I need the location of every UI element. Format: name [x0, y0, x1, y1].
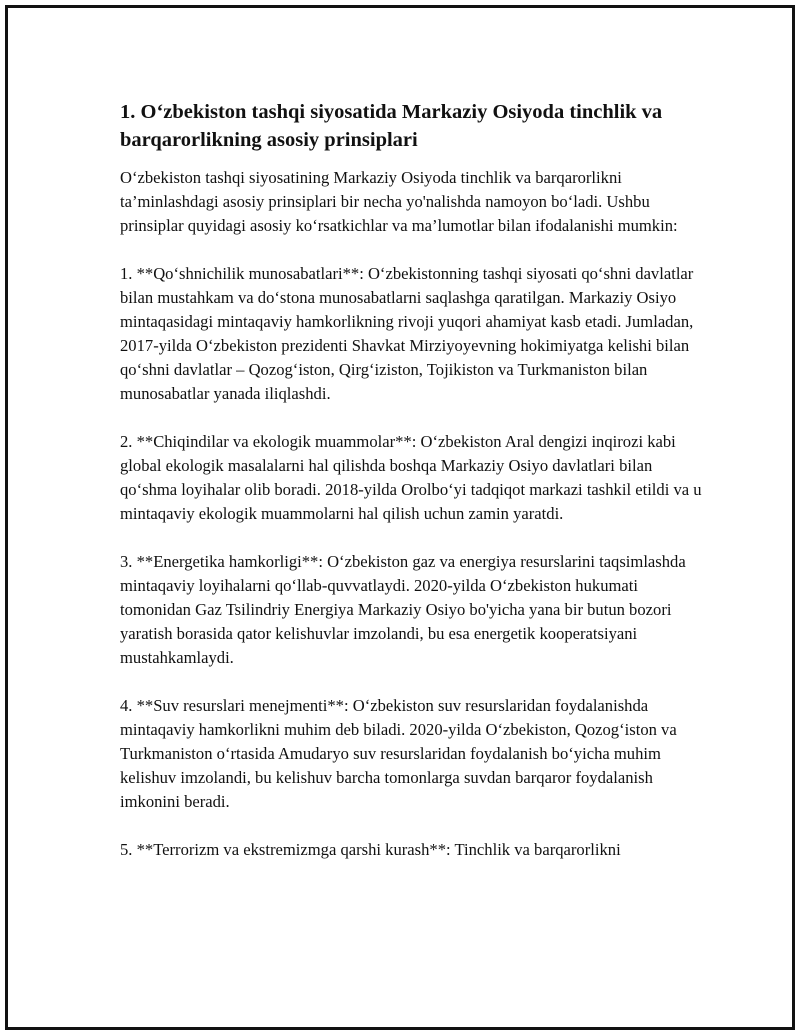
list-item: 4. **Suv resurslari menejmenti**: O‘zbekiston suv resurslaridan foydalanishda mintaqaviy hamkorlikni muhim deb biladi. 2020-yilda O‘zbekiston, Qozog‘iston va Turkmaniston o‘rtasida Amudaryo suv resurslaridan foydalanish bo‘yicha muhim kelishuv imzolandi, bu kelishuv barcha tomonlarga suvdan barqaror foydalanish imkonini beradi.	[120, 696, 677, 811]
page-frame	[5, 5, 795, 1030]
intro-paragraph: O‘zbekiston tashqi siyosatining Markaziy Osiyoda tinchlik va barqarorlikni ta’minlashdagi asosiy prinsiplari bir necha yo'nalishda namoyon bo‘ladi. Ushbu prinsiplar quyidagi asosiy ko‘rsatkichlar va ma’lumotlar bilan ifodalanishi mumkin:	[120, 168, 678, 235]
list-item: 1. **Qo‘shnichilik munosabatlari**: O‘zbekistonning tashqi siyosati qo‘shni davlatlar bilan mustahkam va do‘stona munosabatlarni saqlashga qaratilgan. Markaziy Osiyo mintaqasidagi mintaqaviy hamkorlikning rivoji yuqori ahamiyat kasb etadi. Jumladan, 2017-yilda O‘zbekiston prezidenti Shavkat Mirziyoyevning hokimiyatga kelishi bilan qo‘shni davlatlar – Qozog‘iston, Qirg‘iziston, Tojikiston va Turkmaniston bilan munosabatlar yanada iliqlashdi.	[120, 264, 694, 403]
section-heading: 1. O‘zbekiston tashqi siyosatida Markaziy Osiyoda tinchlik va barqarorlikning asosiy prinsiplari	[120, 101, 663, 151]
list-item: 5. **Terrorizm va ekstremizmga qarshi kurash**: Tinchlik va barqarorlikni	[120, 840, 621, 859]
list-item: 2. **Chiqindilar va ekologik muammolar**: O‘zbekiston Aral dengizi inqirozi kabi global ekologik masalalarni hal qilishda boshqa Markaziy Osiyo davlatlari bilan qo‘shma loyihalar olib boradi. 2018-yilda Orolbo‘yi tadqiqot markazi tashkil etildi va u mintaqaviy ekologik muammolarni hal qilish uchun zamin yaratdi.	[120, 432, 702, 523]
document-body	[120, 98, 710, 886]
list-item: 3. **Energetika hamkorligi**: O‘zbekiston gaz va energiya resurslarini taqsimlashda mintaqaviy loyihalarni qo‘llab-quvvatlaydi. 2020-yilda O‘zbekiston hukumati tomonidan Gaz Tsilindriy Energiya Markaziy Osiyo bo'yicha yana bir butun bozori yaratish borasida qator kelishuvlar imzolandi, bu esa energetik kooperatsiyani mustahkamlaydi.	[120, 552, 686, 667]
